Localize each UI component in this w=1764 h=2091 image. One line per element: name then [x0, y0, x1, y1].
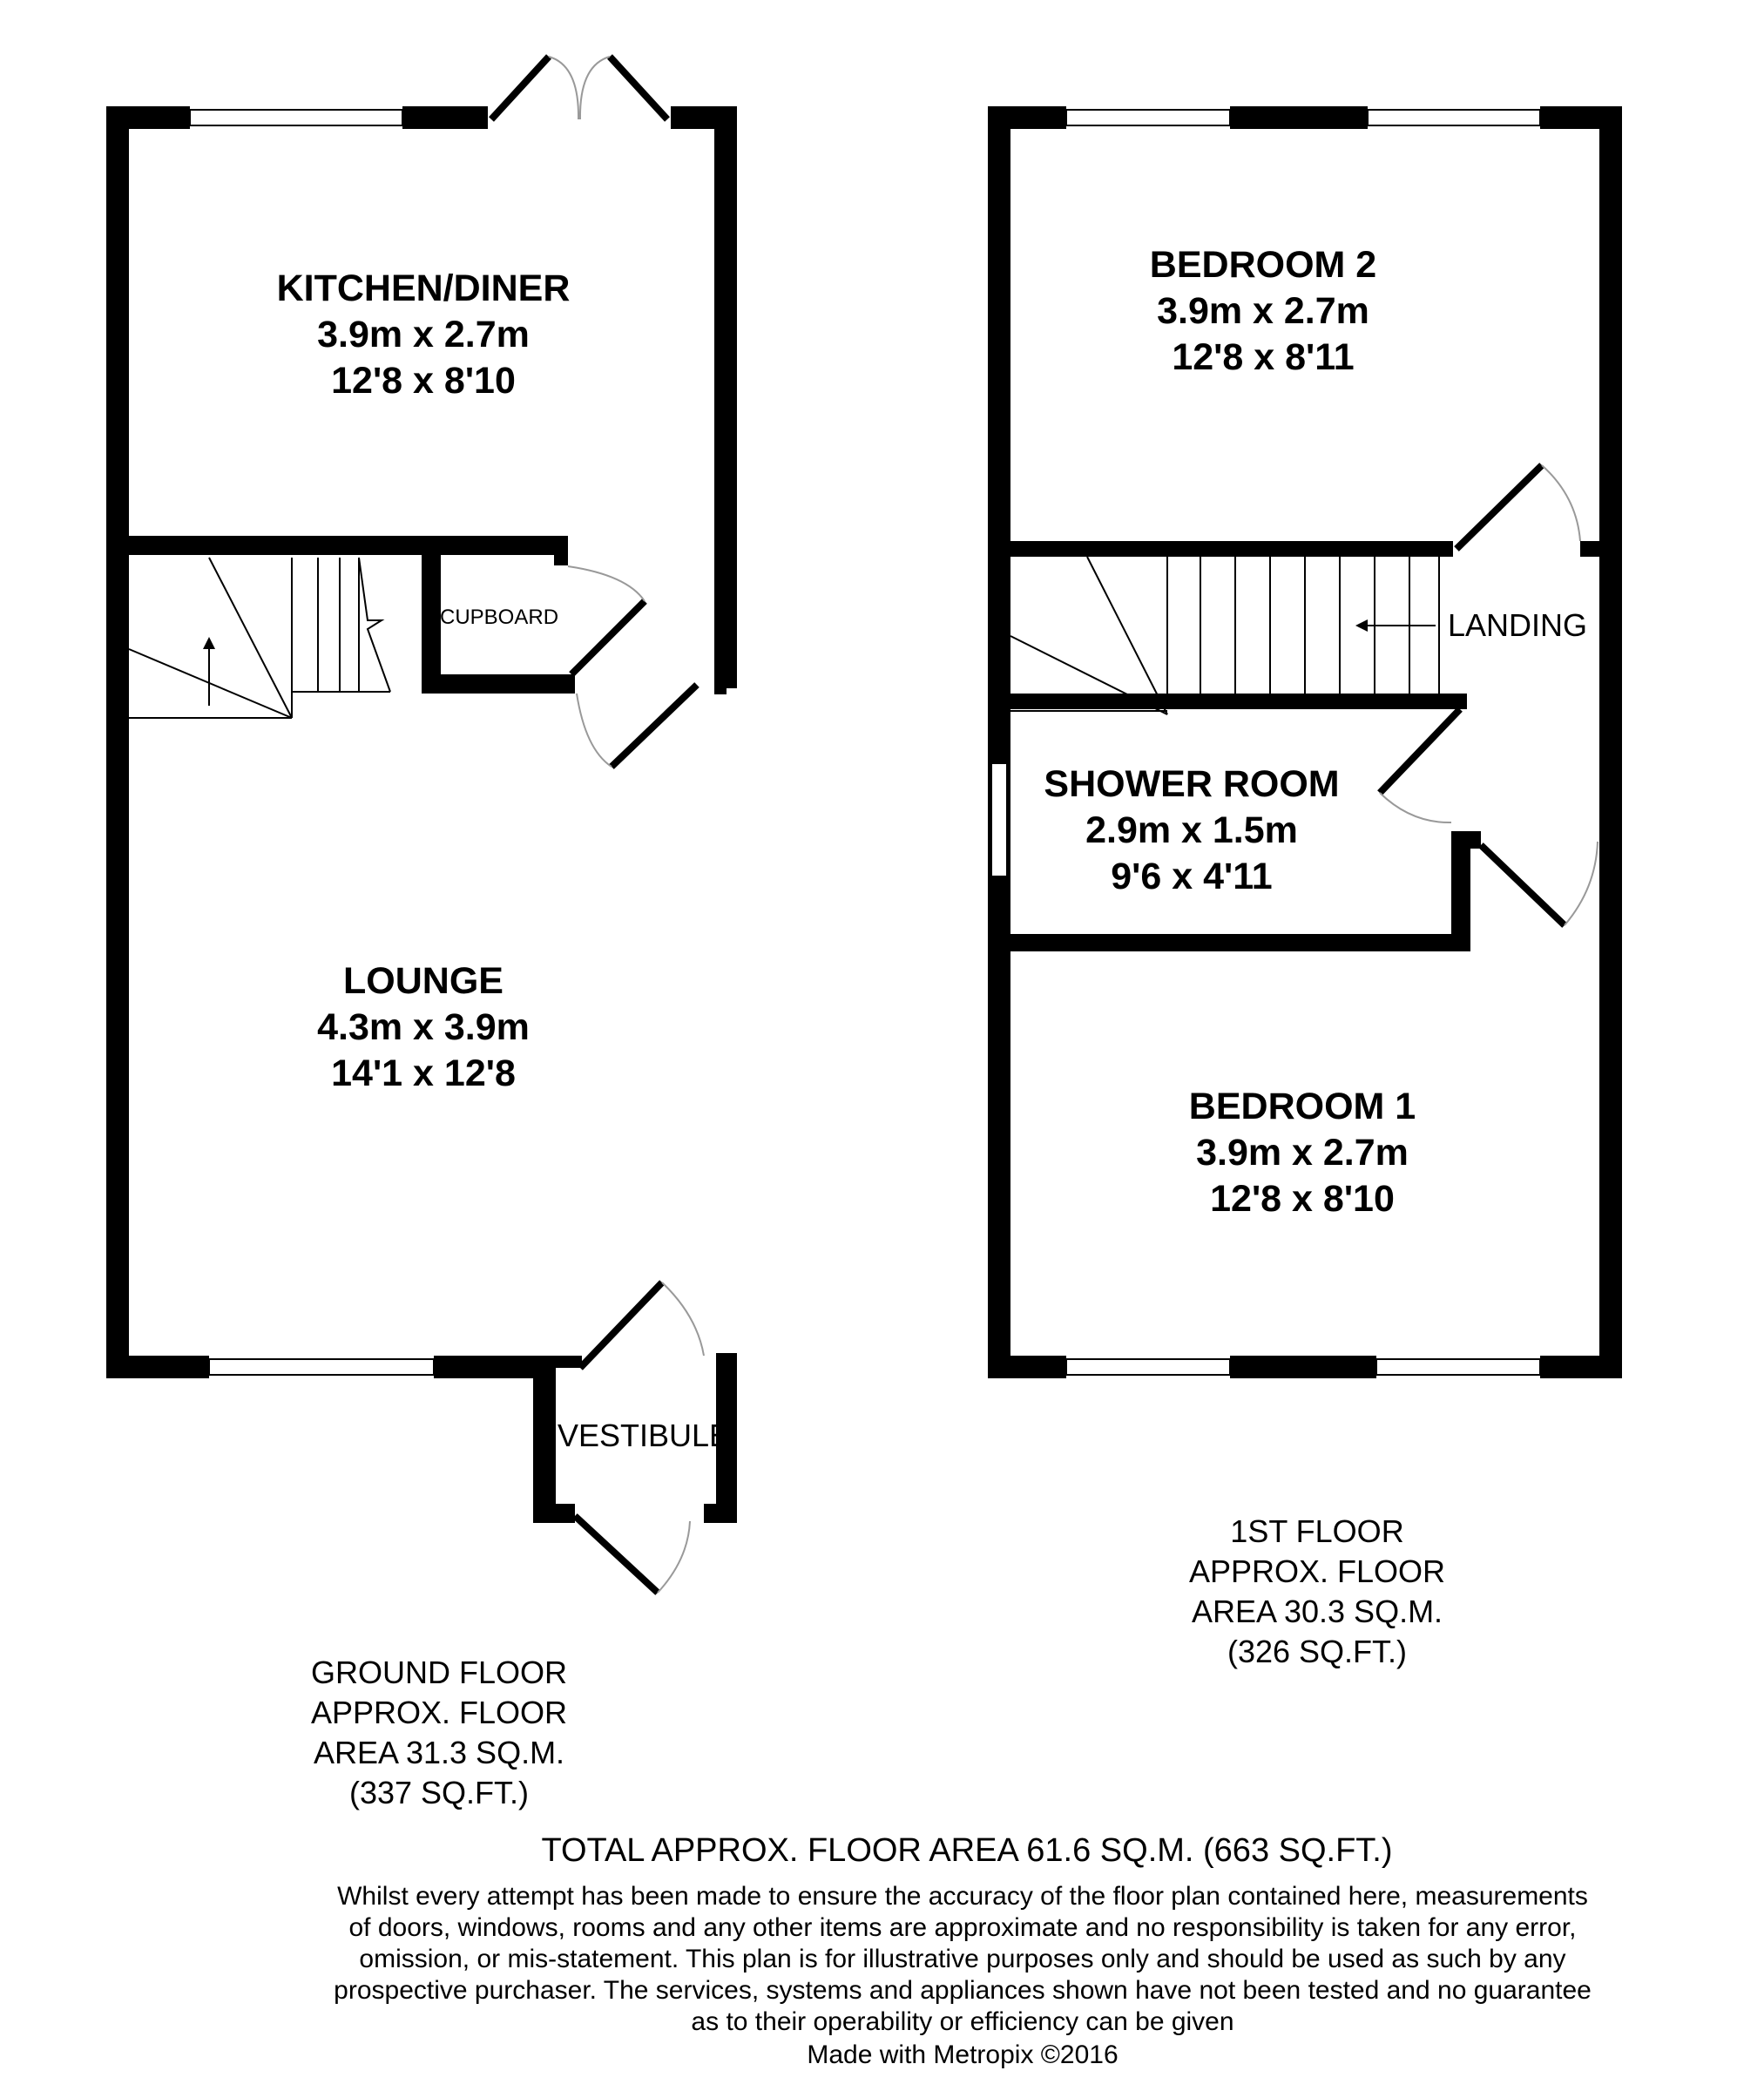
bedroom2-imperial: 12'8 x 8'11: [1172, 336, 1355, 378]
kitchen-window: [190, 110, 402, 125]
bedroom1-imperial: 12'8 x 8'10: [1210, 1178, 1395, 1220]
ground-floor-area-line-3: AREA 31.3 SQ.M.: [313, 1735, 565, 1770]
disclaimer-line-3: omission, or mis-statement. This plan is for illustrative purposes only and should be used as such by any: [359, 1945, 1566, 1973]
first-floor-area-line-4: (326 SQ.FT.): [1227, 1634, 1408, 1669]
disclaimer-line-1: Whilst every attempt has been made to ensure the accuracy of the floor plan contained here, measurements: [337, 1882, 1588, 1911]
ground-floor-area-line-4: (337 SQ.FT.): [348, 1775, 530, 1810]
landing-label: LANDING: [1448, 607, 1588, 643]
shower-label: [1044, 763, 1339, 897]
first-floor-area-line-3: AREA 30.3 SQ.M.: [1191, 1594, 1443, 1629]
disclaimer-line-2: of doors, windows, rooms and any other items are approximate and no responsibility is taken for any error,: [348, 1913, 1577, 1942]
kitchen-metric: 3.9m x 2.7m: [317, 314, 530, 355]
disclaimer: [334, 1882, 1592, 2036]
shower-metric: 2.9m x 1.5m: [1085, 809, 1298, 851]
lounge-label: [317, 960, 530, 1094]
bedroom1-window-left: [1066, 1359, 1230, 1375]
lounge-name: LOUNGE: [343, 960, 504, 1002]
kitchen-imperial: 12'8 x 8'10: [331, 360, 516, 402]
bedroom1-name: BEDROOM 1: [1188, 1086, 1416, 1127]
bedroom1-label: [1189, 1086, 1416, 1220]
ground-floor-area-line-1: GROUND FLOOR: [310, 1655, 568, 1690]
shower-name: SHOWER ROOM: [1044, 763, 1340, 805]
bedroom1-metric: 3.9m x 2.7m: [1196, 1132, 1409, 1174]
lounge-imperial: 14'1 x 12'8: [331, 1052, 516, 1094]
bedroom2-window-right: [1368, 110, 1540, 125]
bedroom2-name: BEDROOM 2: [1149, 244, 1377, 286]
bedroom1-window-right: [1376, 1359, 1540, 1375]
disclaimer-line-4: prospective purchaser. The services, systems and appliances shown have not been tested and no guarantee: [334, 1976, 1592, 2005]
first-stairs-arrow: [1355, 619, 1368, 632]
bedroom2-label: [1150, 244, 1376, 378]
total-floor-area: TOTAL APPROX. FLOOR AREA 61.6 SQ.M. (663 SQ.FT.): [541, 1832, 1393, 1869]
first-floor-area-line-1: 1ST FLOOR: [1230, 1513, 1404, 1549]
bedroom2-metric: 3.9m x 2.7m: [1157, 290, 1369, 332]
lounge-window: [209, 1359, 434, 1375]
first-floor-stairs: [1010, 557, 1439, 714]
disclaimer-line-5: as to their operability or efficiency can be given: [691, 2007, 1234, 2036]
credit: Made with Metropix ©2016: [807, 2040, 1119, 2069]
kitchen-label: [277, 267, 571, 402]
ground-floor-stairs: [129, 558, 390, 718]
vestibule-label: VESTIBULE: [558, 1418, 731, 1453]
first-floor-area-line-2: APPROX. FLOOR: [1188, 1553, 1446, 1589]
kitchen-name: KITCHEN/DINER: [276, 267, 571, 309]
ground-floor-area: [311, 1655, 567, 1810]
first-floor-area: [1189, 1513, 1445, 1669]
lounge-metric: 4.3m x 3.9m: [317, 1006, 530, 1048]
bedroom2-window-left: [1066, 110, 1230, 125]
ground-stairs-arrow: [203, 637, 215, 649]
cupboard-label: CUPBOARD: [440, 606, 559, 629]
shower-imperial: 9'6 x 4'11: [1111, 856, 1273, 897]
shower-window: [991, 763, 1007, 876]
ground-floor-area-line-2: APPROX. FLOOR: [310, 1695, 568, 1730]
